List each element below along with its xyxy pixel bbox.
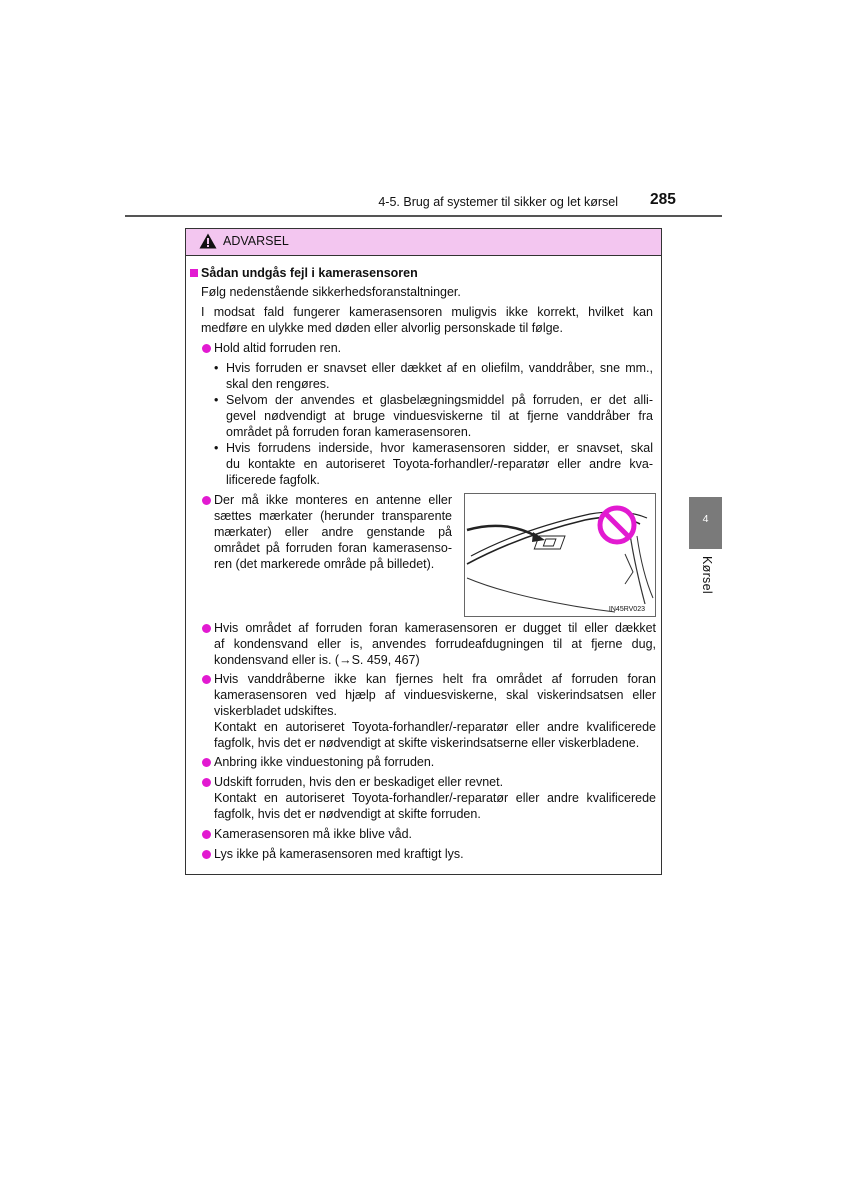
bullet-dot-icon	[202, 758, 211, 767]
header-divider	[125, 215, 722, 217]
list-item-cont: viskerbladet udskiftes.	[214, 704, 337, 718]
sub-item-cont: området på forruden foran kamerasensoren.	[226, 425, 472, 439]
list-item: Lys ikke på kamerasensoren med kraftigt lys.	[214, 846, 464, 862]
list-item-cont: kamerasensoren ved hjælp af vinduesviskerne, skal viskerindsatsen eller	[214, 688, 656, 702]
list-item-cont: fagfolk, hvis det er nødvendigt at skifte viskerindsatserne eller viskerbladene.	[214, 736, 640, 750]
sub-item-cont: skal den rengøres.	[226, 377, 330, 391]
list-item-cont: Kontakt en autoriseret Toyota-forhandler/-reparatør eller andre kvalificerede	[214, 791, 656, 805]
list-item-cont: Kontakt en autoriseret Toyota-forhandler/-reparatør eller andre kvalificerede	[214, 720, 656, 734]
bullet-dot-icon	[202, 496, 211, 505]
square-bullet-icon	[190, 269, 198, 277]
list-item: Anbring ikke vinduestoning på forruden.	[214, 754, 434, 770]
list-item-cont: ren (det markerede område på billedet).	[214, 557, 435, 571]
bullet-dot-icon	[202, 624, 211, 633]
list-item-cont: kondensvand eller is. (→S. 459, 467)	[214, 653, 420, 667]
sub-item-cont: gevel nødvendigt at bruge vinduesviskerne til at fjerne vanddråber fra	[226, 409, 653, 423]
chapter-tab[interactable]: 4	[689, 497, 722, 549]
list-item: Hvis vanddråberne ikke kan fjernes helt fra området af forruden foran	[214, 671, 656, 687]
bullet-dot-icon	[202, 830, 211, 839]
sub-item: • Selvom der anvendes et glasbelægningsmiddel på forruden, er det alli-	[214, 393, 653, 407]
list-item: Der må ikke monteres en antenne eller	[214, 492, 452, 508]
sub-item-cont: du kontakte en autoriseret Toyota-forhandler/-reparatør eller andre kva-	[226, 457, 653, 471]
warning-title: ADVARSEL	[223, 234, 289, 248]
bullet-dot-icon	[202, 850, 211, 859]
list-item-cont: af kondensvand eller is, anvendes forrudeafdugningen til at fjerne dug,	[214, 637, 656, 651]
list-item: Udskift forruden, hvis den er beskadiget eller revnet.	[214, 774, 503, 790]
bullet-dot-icon	[202, 344, 211, 353]
page-number: 285	[650, 191, 676, 208]
bullet-dot-icon	[202, 675, 211, 684]
intro-line: Følg nedenstående sikkerhedsforanstaltninger.	[201, 285, 461, 299]
warning-triangle-icon	[199, 233, 217, 249]
windshield-figure	[464, 493, 656, 617]
windshield-illustration	[465, 494, 655, 616]
intro-line: medføre en ulykke med døden eller alvorlig personskade til følge.	[201, 321, 563, 335]
chapter-label: Kørsel	[700, 556, 714, 594]
list-item-cont: sættes mærkater (herunder transparente	[214, 509, 452, 523]
warning-header	[186, 229, 661, 256]
list-item-cont: fagfolk, hvis det er nødvendigt at skifte forruden.	[214, 807, 481, 821]
section-title: 4-5. Brug af systemer til sikker og let kørsel	[378, 195, 618, 209]
intro-line: I modsat fald fungerer kamerasensoren muligvis ikke korrekt, hvilket kan	[201, 305, 653, 319]
sub-item-cont: lificerede fagfolk.	[226, 473, 320, 487]
list-item: Hvis området af forruden foran kamerasensoren er dugget til eller dækket	[214, 620, 656, 636]
sub-item: • Hvis forruden er snavset eller dækket af en oliefilm, vanddråber, sne mm.,	[214, 361, 653, 375]
sub-item: • Hvis forrudens inderside, hvor kamerasensoren sidder, er snavset, skal	[214, 441, 653, 455]
list-item: Hold altid forruden ren.	[214, 340, 341, 356]
list-item: Kamerasensoren må ikke blive våd.	[214, 826, 412, 842]
list-item-cont: mærkater) eller andre genstande på	[214, 525, 452, 539]
bullet-dot-icon	[202, 778, 211, 787]
warning-heading: Sådan undgås fejl i kamerasensoren	[190, 265, 418, 281]
list-item-cont: området på forruden foran kamerasenso-	[214, 541, 452, 555]
figure-code: IN45RV023	[608, 606, 645, 613]
